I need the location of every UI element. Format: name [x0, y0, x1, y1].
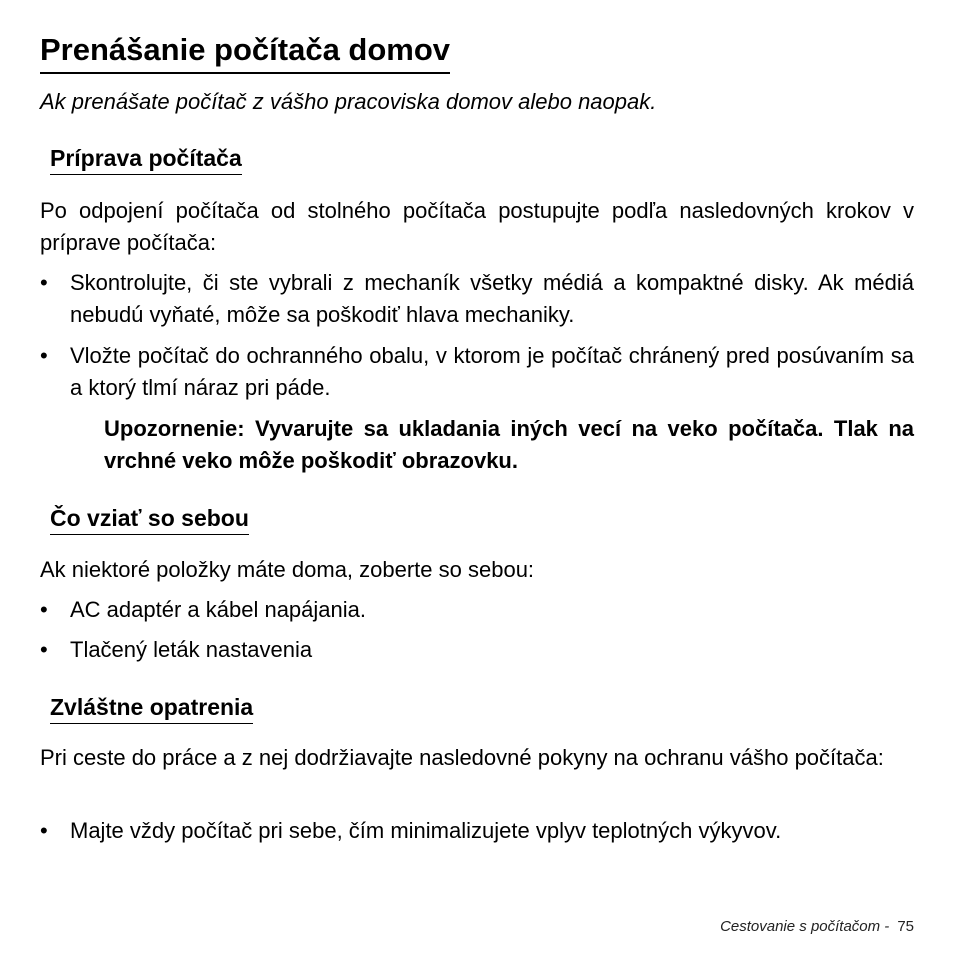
- page-title: Prenášanie počítača domov: [40, 30, 450, 74]
- section-heading-co-vziat: Čo vziať so sebou: [50, 503, 249, 535]
- section-heading-priprava: Príprava počítača: [50, 143, 242, 175]
- bullet-icon: •: [40, 637, 48, 662]
- bullet-text: Skontrolujte, či ste vybrali z mechaník všetky médiá a kompaktné disky. Ak médiá nebudú vyňaté, môže sa poškodiť hlava mechaniky.: [70, 270, 914, 327]
- page-footer: [720, 916, 914, 938]
- bullet-item: [40, 594, 914, 626]
- bullet-text: AC adaptér a kábel napájania.: [70, 597, 366, 622]
- warning-note: Upozornenie: Vyvarujte sa ukladania iných vecí na veko počítača. Tlak na vrchné veko môže poškodiť obrazovku.: [104, 416, 914, 473]
- bullet-item: [40, 267, 914, 331]
- bullet-text: Tlačený leták nastavenia: [70, 637, 313, 662]
- bullet-item: [40, 340, 914, 404]
- section-heading-zvlastne: Zvláštne opatrenia: [50, 692, 253, 724]
- section-intro-priprava: Po odpojení počítača od stolného počítača postupujte podľa nasledovných krokov v príprave počítača:: [40, 198, 914, 255]
- page-subtitle: Ak prenášate počítač z vášho pracoviska domov alebo naopak.: [40, 89, 657, 114]
- section-intro-co-vziat: Ak niektoré položky máte doma, zoberte so sebou:: [40, 557, 535, 582]
- footer-section-name: Cestovanie s počítačom -: [720, 918, 890, 935]
- bullet-text: Majte vždy počítač pri sebe, čím minimalizujete vplyv teplotných výkyvov.: [70, 818, 782, 843]
- bullet-icon: •: [40, 818, 48, 843]
- bullet-text: Vložte počítač do ochranného obalu, v ktorom je počítač chránený pred posúvaním sa a ktorý tlmí náraz pri páde.: [70, 343, 914, 400]
- bullet-icon: •: [40, 270, 48, 295]
- bullet-item: [40, 634, 914, 666]
- bullet-icon: •: [40, 343, 48, 368]
- section-intro-zvlastne: Pri ceste do práce a z nej dodržiavajte nasledovné pokyny na ochranu vášho počítača:: [40, 745, 884, 770]
- page-number: 75: [897, 918, 914, 935]
- bullet-item: [40, 815, 914, 847]
- bullet-icon: •: [40, 597, 48, 622]
